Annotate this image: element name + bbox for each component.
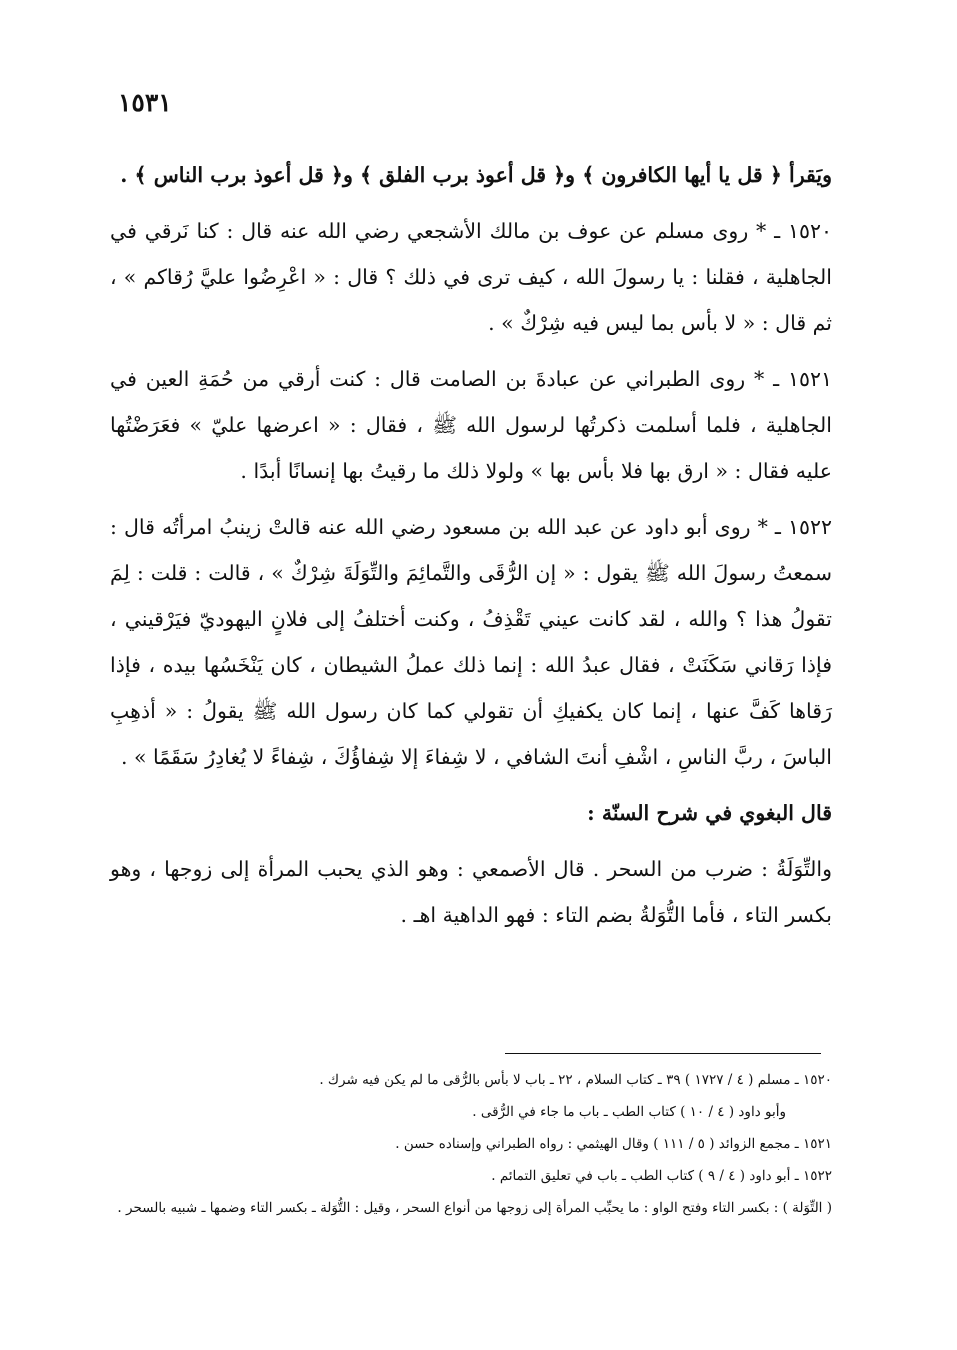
baghawi-text: والتِّوَلَةُ : ضرب من السحر . قال الأصمعي : وهو الذي يحبب المرأة إلى زوجها ، وهو بكسر التاء ، فأما التُّوَلةُ بضم التاء : فهو الداهية اهـ . — [110, 857, 832, 927]
hadith-1521: ١٥٢١ ـ * روى الطبراني عن عبادةَ بن الصامت قال : كنت أرقي من حُمَةِ العين في الجاهلية ، فلما أسلمت ذكرتُها لرسول الله ﷺ ، فقال : « اعرضها عليّ » فعَرَضْتُها عليه فقال : « ارق بها فلا بأس بها » ولولا ذلك ما رقيتُ بها إنسانًا أبدًا . — [110, 367, 832, 483]
footnote-tiwala: ( التِّوَلة ) : بكسر التاء وفتح الواو : ما يحبِّب المرأة إلى زوجها من أنواع السحر ، وقيل : التُّوَلة ـ بكسر التاء وضمها ـ شبيه بالسحر . — [117, 1200, 832, 1216]
footnote-1520: ١٥٢٠ ـ مسلم ( ٤ / ١٧٢٧ ) ٣٩ ـ كتاب السلام ، ٢٢ ـ باب لا بأس بالرُّقى ما لم يكن فيه شرك . — [319, 1072, 832, 1088]
hadith-1520: ١٥٢٠ ـ * روى مسلم عن عوف بن مالك الأشجعي رضي الله عنه قال : كنا نَرقي في الجاهلية ، فقلنا : يا رسولَ الله ، كيف ترى في ذلك ؟ قال : « اعْرِضُوا عليَّ رُقاكم » ، ثم قال : « لا بأس بما ليس فيه شِرْكٌ » . — [110, 219, 832, 335]
footnote-1522: ١٥٢٢ ـ أبو داود ( ٤ / ٩ ) كتاب الطب ـ باب في تعليق التمائم . — [491, 1168, 832, 1184]
hadith-1522: ١٥٢٢ ـ * روى أبو داود عن عبد الله بن مسعود رضي الله عنه قالتْ زينبُ امرأتُه قال : سمعتُ رسولَ الله ﷺ يقول : « إن الرُّقَى والتَّمائِمَ والتِّوَلَةَ شِرْكٌ » ، قالت : قلت : لِمَ تقولُ هذا ؟ والله ، لقد كانت عيني تَقْذِفُ ، وكنت أختلفُ إلى فلانٍ اليهوديّ فيَرْقيني ، فإذا رَقاني سَكَنَتْ ، فقال عبدُ الله : إنما ذلك عملُ الشيطان ، كان يَنْخَسُها بيده ، فإذا رَقاها كَفَّ عنها ، إنما كان يكفيكِ أن تقولي كما كان رسول الله ﷺ يقولُ : « أذهِبِ الباسَ ، ربَّ الناسِ ، اشْفِ أنتَ الشافي ، لا شِفاءَ إلا شِفاؤُكَ ، شِفاءً لا يُغادِرُ سَقَمًا » . — [110, 515, 832, 769]
footnote-1521: ١٥٢١ ـ مجمع الزوائد ( ٥ / ١١١ ) وقال الهيثمي : رواه الطبراني وإسناده حسن . — [395, 1136, 832, 1152]
footnote-divider — [505, 1053, 821, 1054]
footnotes — [108, 1064, 832, 1224]
main-text — [110, 152, 832, 938]
intro-paragraph: ويَقرأ ﴿ قل يا أيها الكافرون ﴾ و﴿ قل أعوذ برب الفلق ﴾ و﴿ قل أعوذ برب الناس ﴾ . — [120, 163, 832, 187]
baghawi-heading: قال البغوي في شرح السنّة : — [587, 801, 832, 825]
footnote-1520-abu-dawud: وأبو داود ( ٤ / ١٠ ) كتاب الطب ـ باب ما جاء في الرُّقى . — [472, 1104, 786, 1120]
page-number: ١٥٣١ — [118, 88, 172, 117]
